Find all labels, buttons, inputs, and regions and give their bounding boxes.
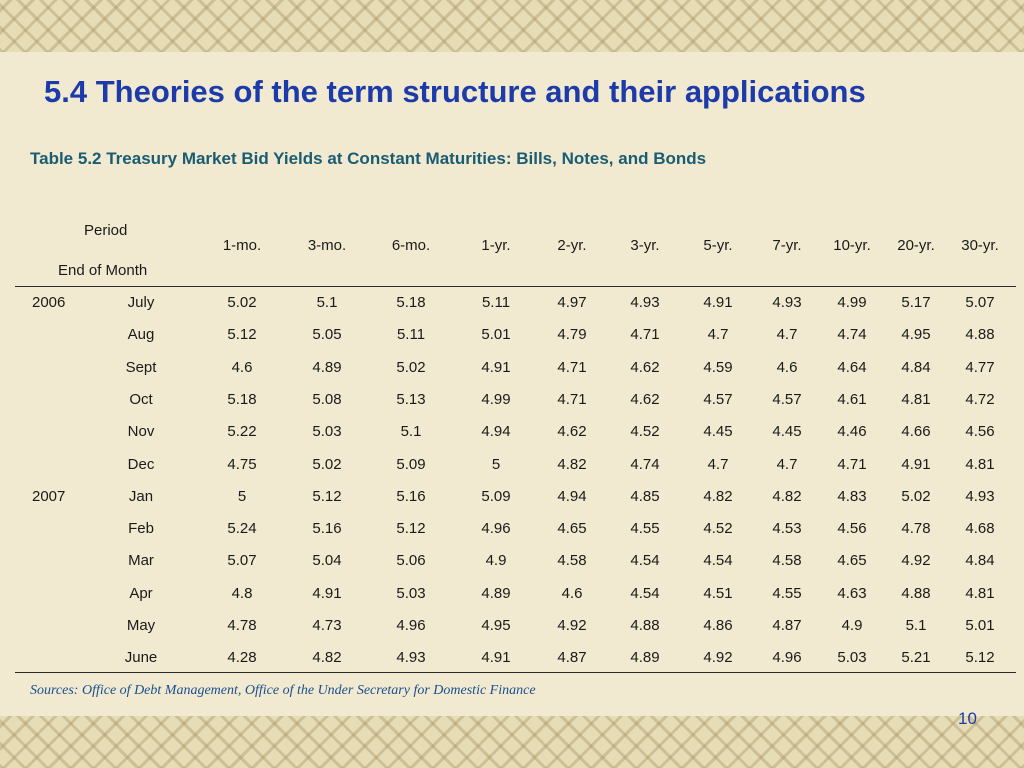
yield-cell: 5.22 <box>227 423 257 441</box>
yield-cell: 4.92 <box>901 552 931 570</box>
yield-cell: 4.62 <box>557 423 587 441</box>
yield-cell: 4.93 <box>630 294 660 311</box>
yield-cell: 4.84 <box>965 552 995 570</box>
page-number: 10 <box>958 709 977 728</box>
yield-cell: 4.74 <box>837 326 867 344</box>
yield-cell: 4.7 <box>776 326 798 344</box>
yield-cell: 4.82 <box>312 649 342 667</box>
slide-title: 5.4 Theories of the term structure and their applications <box>44 74 866 109</box>
yield-cell: 4.51 <box>703 584 733 602</box>
yield-cell: 4.78 <box>227 617 257 634</box>
yield-cell: 4.71 <box>557 358 587 376</box>
yield-cell: 4.7 <box>707 455 729 473</box>
yield-cell: 4.87 <box>772 617 802 634</box>
row-month: Jan <box>128 487 154 505</box>
yield-cell: 4.68 <box>965 520 995 538</box>
yield-cell: 4.96 <box>481 520 511 538</box>
row-month: Dec <box>127 455 155 473</box>
yield-cell: 5.01 <box>965 617 995 634</box>
yield-cell: 4.78 <box>901 520 931 538</box>
row-month: Apr <box>129 584 153 602</box>
yield-cell: 4.52 <box>703 520 733 538</box>
yield-cell: 4.62 <box>630 390 660 408</box>
yield-cell: 5.02 <box>901 487 931 505</box>
yield-cell: 5 <box>237 487 247 505</box>
yield-cell: 4.65 <box>557 520 587 538</box>
yield-cell: 4.9 <box>841 617 863 634</box>
yield-cell: 4.71 <box>837 455 867 473</box>
row-month: Nov <box>127 423 155 441</box>
yield-cell: 4.92 <box>703 649 733 667</box>
yield-cell: 4.57 <box>703 390 733 408</box>
yield-cell: 4.97 <box>557 294 587 311</box>
table-row <box>0 294 1024 326</box>
yield-cell: 4.82 <box>772 487 802 505</box>
yield-cell: 4.93 <box>772 294 802 311</box>
yield-cell: 4.91 <box>901 455 931 473</box>
yield-cell: 4.85 <box>630 487 660 505</box>
yield-cell: 4.82 <box>557 455 587 473</box>
row-month: May <box>126 617 156 634</box>
yield-cell: 4.87 <box>557 649 587 667</box>
yield-cell: 4.89 <box>630 649 660 667</box>
yield-cell: 5.07 <box>227 552 257 570</box>
yield-cell: 4.92 <box>557 617 587 634</box>
row-month: Aug <box>127 326 155 344</box>
yield-cell: 5.09 <box>481 487 511 505</box>
yield-cell: 4.81 <box>901 390 931 408</box>
yield-cell: 4.91 <box>481 358 511 376</box>
yield-cell: 4.8 <box>231 584 253 602</box>
column-header: 20-yr. <box>897 237 935 254</box>
yield-cell: 4.63 <box>837 584 867 602</box>
yield-cell: 5.13 <box>396 390 426 408</box>
column-header: 7-yr. <box>772 237 802 254</box>
yield-cell: 5.11 <box>396 326 426 344</box>
yield-cell: 5.03 <box>396 584 426 602</box>
table-row <box>0 488 1024 520</box>
decorative-border-top <box>0 0 1024 52</box>
yield-cell: 4.99 <box>837 294 867 311</box>
yield-cell: 5.02 <box>396 358 426 376</box>
table-row <box>0 552 1024 584</box>
yield-cell: 5.18 <box>227 390 257 408</box>
row-year: 2007 <box>32 487 66 505</box>
table-rule-top <box>15 286 1016 287</box>
yield-cell: 4.89 <box>481 584 511 602</box>
row-month: July <box>127 294 155 311</box>
yield-cell: 5.18 <box>396 294 426 311</box>
yield-cell: 4.62 <box>630 358 660 376</box>
table-row <box>0 423 1024 455</box>
yield-cell: 4.53 <box>772 520 802 538</box>
column-header: 30-yr. <box>961 237 999 254</box>
yield-cell: 4.93 <box>396 649 426 667</box>
yield-cell: 5.12 <box>227 326 257 344</box>
yield-cell: 4.61 <box>837 390 867 408</box>
yield-cell: 5.24 <box>227 520 257 538</box>
yield-cell: 5.11 <box>481 294 511 311</box>
column-header: 2-yr. <box>557 237 587 254</box>
yield-cell: 4.71 <box>557 390 587 408</box>
yield-cell: 4.45 <box>703 423 733 441</box>
yield-cell: 4.28 <box>227 649 257 667</box>
table-row <box>0 617 1024 649</box>
yield-cell: 4.81 <box>965 584 995 602</box>
table-row <box>0 326 1024 358</box>
column-header: 6-mo. <box>391 237 431 254</box>
yield-cell: 4.88 <box>965 326 995 344</box>
yield-cell: 5.16 <box>396 487 426 505</box>
row-year: 2006 <box>32 294 66 311</box>
yield-cell: 4.7 <box>776 455 798 473</box>
yield-cell: 5.02 <box>227 294 257 311</box>
row-month: Mar <box>128 552 154 570</box>
yield-cell: 4.6 <box>231 358 253 376</box>
yield-cell: 4.56 <box>965 423 995 441</box>
column-header: 3-mo. <box>307 237 347 254</box>
row-month: Sept <box>125 358 157 376</box>
row-month: Feb <box>128 520 154 538</box>
yield-cell: 5.03 <box>312 423 342 441</box>
table-row <box>0 585 1024 617</box>
yield-cell: 4.91 <box>703 294 733 311</box>
yield-cell: 4.7 <box>707 326 729 344</box>
column-header: 5-yr. <box>703 237 733 254</box>
yield-cell: 4.91 <box>481 649 511 667</box>
column-header: 1-mo. <box>222 237 262 254</box>
yield-cell: 5.09 <box>396 455 426 473</box>
yield-cell: 5.06 <box>396 552 426 570</box>
yield-cell: 4.95 <box>901 326 931 344</box>
table-rule-bottom <box>15 672 1016 673</box>
yield-cell: 4.88 <box>630 617 660 634</box>
table-row <box>0 456 1024 488</box>
yield-cell: 4.58 <box>772 552 802 570</box>
yield-cell: 4.46 <box>837 423 867 441</box>
decorative-border-bottom <box>0 716 1024 768</box>
yield-cell: 4.79 <box>557 326 587 344</box>
yield-cell: 4.89 <box>312 358 342 376</box>
yield-cell: 4.91 <box>312 584 342 602</box>
yield-cell: 5.12 <box>396 520 426 538</box>
yield-cell: 4.54 <box>630 584 660 602</box>
yield-cell: 4.88 <box>901 584 931 602</box>
yield-cell: 4.95 <box>481 617 511 634</box>
column-header: 1-yr. <box>481 237 511 254</box>
yield-cell: 4.86 <box>703 617 733 634</box>
yield-cell: 5.17 <box>901 294 931 311</box>
yield-cell: 4.55 <box>772 584 802 602</box>
yield-cell: 5.02 <box>312 455 342 473</box>
yield-cell: 4.56 <box>837 520 867 538</box>
yield-cell: 5.03 <box>837 649 867 667</box>
yield-cell: 4.72 <box>965 390 995 408</box>
yield-cell: 5.12 <box>965 649 995 667</box>
table-row <box>0 391 1024 423</box>
yield-cell: 4.9 <box>485 552 507 570</box>
row-month: Oct <box>129 390 153 408</box>
yield-cell: 4.99 <box>481 390 511 408</box>
yield-cell: 5.1 <box>905 617 927 634</box>
yield-cell: 5.05 <box>312 326 342 344</box>
yield-cell: 4.94 <box>557 487 587 505</box>
period-header: Period <box>84 222 128 239</box>
yield-cell: 5.08 <box>312 390 342 408</box>
yield-cell: 4.55 <box>630 520 660 538</box>
yield-cell: 4.77 <box>965 358 995 376</box>
yield-cell: 4.57 <box>772 390 802 408</box>
yield-cell: 5.12 <box>312 487 342 505</box>
column-header: 3-yr. <box>630 237 660 254</box>
yield-cell: 4.96 <box>772 649 802 667</box>
yield-cell: 5.01 <box>481 326 511 344</box>
table-row <box>0 359 1024 391</box>
yield-cell: 4.82 <box>703 487 733 505</box>
yield-cell: 4.71 <box>630 326 660 344</box>
yield-cell: 5.1 <box>400 423 422 441</box>
yield-cell: 4.73 <box>312 617 342 634</box>
yield-cell: 4.83 <box>837 487 867 505</box>
yield-cell: 4.84 <box>901 358 931 376</box>
yield-cell: 4.45 <box>772 423 802 441</box>
yield-cell: 4.81 <box>965 455 995 473</box>
yield-cell: 4.64 <box>837 358 867 376</box>
sources-note: Sources: Office of Debt Management, Office of the Under Secretary for Domestic Finance <box>30 683 536 698</box>
yield-cell: 4.52 <box>630 423 660 441</box>
end-of-month-header: End of Month <box>58 262 148 279</box>
yield-cell: 5.16 <box>312 520 342 538</box>
yield-cell: 4.96 <box>396 617 426 634</box>
yield-cell: 4.93 <box>965 487 995 505</box>
column-header: 10-yr. <box>833 237 871 254</box>
table-row <box>0 649 1024 681</box>
yield-cell: 4.66 <box>901 423 931 441</box>
row-month: June <box>124 649 158 667</box>
yield-cell: 5 <box>491 455 501 473</box>
yield-cell: 4.94 <box>481 423 511 441</box>
table-caption: Table 5.2 Treasury Market Bid Yields at Constant Maturities: Bills, Notes, and Bonds <box>30 149 707 168</box>
yield-cell: 5.04 <box>312 552 342 570</box>
yield-cell: 4.6 <box>561 584 583 602</box>
yield-cell: 4.6 <box>776 358 798 376</box>
yield-cell: 5.21 <box>901 649 931 667</box>
yield-cell: 4.59 <box>703 358 733 376</box>
yield-cell: 4.75 <box>227 455 257 473</box>
yield-cell: 4.54 <box>630 552 660 570</box>
yield-cell: 4.58 <box>557 552 587 570</box>
yield-cell: 4.54 <box>703 552 733 570</box>
yield-cell: 5.1 <box>316 294 338 311</box>
yield-cell: 4.74 <box>630 455 660 473</box>
yield-cell: 5.07 <box>965 294 995 311</box>
table-row <box>0 520 1024 552</box>
yield-cell: 4.65 <box>837 552 867 570</box>
